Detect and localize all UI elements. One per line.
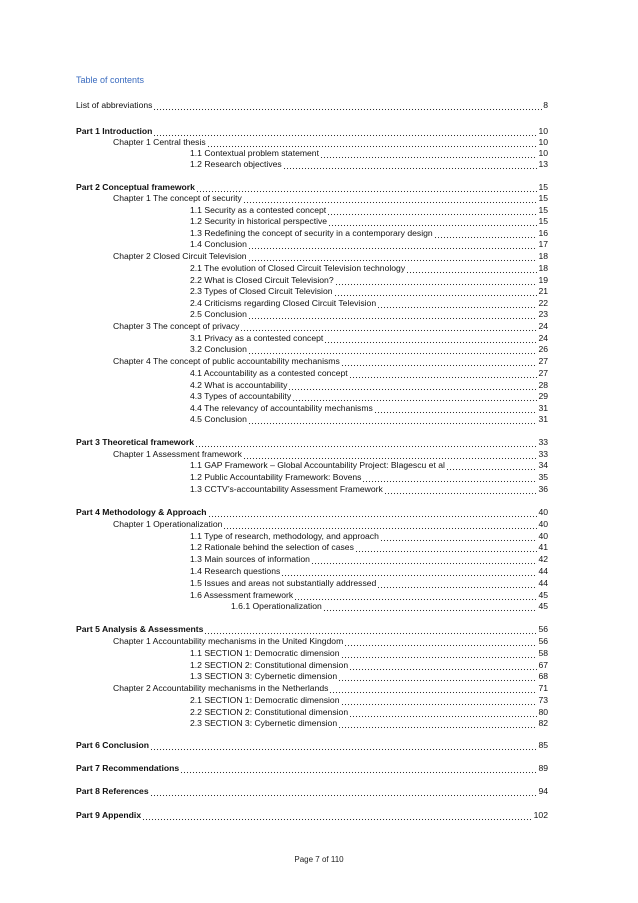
toc-entry-label: Part 1 Introduction xyxy=(76,126,153,136)
dot-leader xyxy=(406,263,537,274)
dot-leader xyxy=(341,648,538,659)
dot-leader xyxy=(243,193,538,204)
toc-entry-label: Chapter 1 The concept of security xyxy=(113,193,242,203)
toc-entry-label: 1.2 Public Accountability Framework: Bovens xyxy=(190,472,362,482)
dot-leader xyxy=(324,333,537,344)
dot-leader xyxy=(180,763,537,774)
toc-entry-page-number: 80 xyxy=(538,707,548,717)
toc-entry-label: 1.1 SECTION 1: Democratic dimension xyxy=(190,648,340,658)
toc-entry-page-number: 10 xyxy=(538,126,548,136)
dot-leader xyxy=(248,251,538,262)
toc-entry-page-number: 34 xyxy=(538,460,548,470)
toc-entry-label: 1.5 Issues and areas not substantially addressed xyxy=(190,578,377,588)
toc-entry[interactable] xyxy=(190,263,548,274)
toc-entry-label: 1.2 Rationale behind the selection of cases xyxy=(190,542,354,552)
toc-entry-label: Part 9 Appendix xyxy=(76,810,142,820)
dot-leader xyxy=(292,391,537,402)
toc-entry-page-number: 71 xyxy=(538,683,548,693)
toc-entry-label: Chapter 4 The concept of public accountability mechanisms xyxy=(113,356,340,366)
toc-entry[interactable] xyxy=(76,740,548,751)
toc-entry[interactable] xyxy=(190,590,548,601)
toc-entry-label: Chapter 1 Operationalization xyxy=(113,519,223,529)
toc-entry-page-number: 40 xyxy=(538,507,548,517)
toc-entry[interactable] xyxy=(190,542,548,553)
dot-leader xyxy=(349,707,537,718)
toc-entry-label: Chapter 3 The concept of privacy xyxy=(113,321,240,331)
toc-entry-page-number: 19 xyxy=(538,275,548,285)
toc-entry[interactable] xyxy=(190,239,548,250)
toc-entry-page-number: 35 xyxy=(538,472,548,482)
toc-entry[interactable] xyxy=(190,344,548,355)
dot-leader xyxy=(329,683,537,694)
toc-entry[interactable] xyxy=(76,507,548,518)
dot-leader xyxy=(327,205,537,216)
toc-entry-page-number: 24 xyxy=(538,333,548,343)
toc-entry-label: 1.3 Main sources of information xyxy=(190,554,310,564)
dot-leader xyxy=(349,660,537,671)
dot-leader xyxy=(338,718,537,729)
dot-leader xyxy=(349,368,538,379)
toc-entry-page-number: 44 xyxy=(538,578,548,588)
toc-entry-page-number: 17 xyxy=(538,239,548,249)
toc-entry-page-number: 8 xyxy=(543,100,548,110)
toc-entry[interactable] xyxy=(113,251,548,262)
toc-entry-page-number: 16 xyxy=(538,228,548,238)
toc-entry[interactable] xyxy=(76,100,548,111)
toc-entry[interactable] xyxy=(113,449,548,460)
dot-leader xyxy=(207,137,538,148)
toc-entry-label: Part 6 Conclusion xyxy=(76,740,150,750)
toc-entry-label: 1.6 Assessment framework xyxy=(190,590,294,600)
toc-entry-label: 4.1 Accountability as a contested concept xyxy=(190,368,348,378)
dot-leader xyxy=(338,671,537,682)
toc-entry-page-number: 21 xyxy=(538,286,548,296)
toc-entry[interactable] xyxy=(113,683,548,694)
dot-leader xyxy=(311,554,538,565)
toc-entry[interactable] xyxy=(190,368,548,379)
dot-leader xyxy=(341,356,538,367)
toc-entry-label: Chapter 2 Accountability mechanisms in the Netherlands xyxy=(113,683,329,693)
toc-entry-label: 3.1 Privacy as a contested concept xyxy=(190,333,324,343)
toc-entry[interactable] xyxy=(190,216,548,227)
dot-leader xyxy=(446,460,538,471)
toc-entry[interactable] xyxy=(113,636,548,647)
toc-entry[interactable] xyxy=(76,786,548,797)
toc-entry-page-number: 85 xyxy=(538,740,548,750)
toc-entry-label: 1.1 Contextual problem statement xyxy=(190,148,319,158)
toc-entry[interactable] xyxy=(190,472,548,483)
dot-leader xyxy=(362,472,537,483)
toc-entry[interactable] xyxy=(190,484,548,495)
toc-entry-page-number: 18 xyxy=(538,251,548,261)
toc-entry-page-number: 15 xyxy=(538,193,548,203)
toc-entry[interactable] xyxy=(76,437,548,448)
toc-entry-label: Part 8 References xyxy=(76,786,149,796)
toc-entry[interactable] xyxy=(190,205,548,216)
toc-entry[interactable] xyxy=(190,460,548,471)
toc-entry-page-number: 58 xyxy=(538,648,548,658)
toc-entry[interactable] xyxy=(190,718,548,729)
dot-leader xyxy=(328,216,537,227)
toc-entry-label: 2.2 SECTION 2: Constitutional dimension xyxy=(190,707,349,717)
toc-entry-label: 1.4 Conclusion xyxy=(190,239,247,249)
dot-leader xyxy=(341,695,538,706)
toc-entry-label: Chapter 1 Assessment framework xyxy=(113,449,242,459)
toc-entry-page-number: 41 xyxy=(538,542,548,552)
dot-leader xyxy=(374,403,538,414)
toc-entry-page-number: 18 xyxy=(538,263,548,273)
toc-entry-page-number: 22 xyxy=(538,298,548,308)
dot-leader xyxy=(153,126,537,137)
toc-entry[interactable] xyxy=(190,391,548,402)
toc-entry[interactable] xyxy=(76,810,548,821)
dot-leader xyxy=(248,239,538,250)
toc-entry-page-number: 94 xyxy=(538,786,548,796)
toc-entry[interactable] xyxy=(190,380,548,391)
toc-entry-page-number: 82 xyxy=(538,718,548,728)
dot-leader xyxy=(320,148,537,159)
toc-entry-page-number: 27 xyxy=(538,356,548,366)
toc-entry[interactable] xyxy=(190,159,548,170)
toc-entry-label: 2.4 Criticisms regarding Closed Circuit Television xyxy=(190,298,377,308)
toc-entry[interactable] xyxy=(190,648,548,659)
toc-entry-page-number: 15 xyxy=(538,216,548,226)
toc-entry[interactable] xyxy=(190,554,548,565)
toc-entry[interactable] xyxy=(190,566,548,577)
dot-leader xyxy=(288,380,537,391)
dot-leader xyxy=(355,542,538,553)
dot-leader xyxy=(334,286,538,297)
toc-entry-page-number: 33 xyxy=(538,437,548,447)
toc-entry-page-number: 45 xyxy=(538,601,548,611)
toc-entry-label: 2.1 The evolution of Closed Circuit Television technology xyxy=(190,263,406,273)
toc-entry-page-number: 36 xyxy=(538,484,548,494)
toc-entry[interactable] xyxy=(190,660,548,671)
toc-entry-page-number: 73 xyxy=(538,695,548,705)
toc-entry-page-number: 10 xyxy=(538,148,548,158)
toc-entry[interactable] xyxy=(113,193,548,204)
toc-entry[interactable] xyxy=(190,403,548,414)
toc-entry-page-number: 10 xyxy=(538,137,548,147)
toc-entry[interactable] xyxy=(113,356,548,367)
toc-entry-label: 4.4 The relevancy of accountability mechanisms xyxy=(190,403,373,413)
toc-entry-page-number: 44 xyxy=(538,566,548,576)
toc-entry-page-number: 56 xyxy=(538,624,548,634)
dot-leader xyxy=(243,449,537,460)
toc-entry-page-number: 23 xyxy=(538,309,548,319)
toc-entry[interactable] xyxy=(190,671,548,682)
toc-title: Table of contents xyxy=(76,75,145,85)
toc-entry[interactable] xyxy=(190,707,548,718)
toc-entry-page-number: 40 xyxy=(538,519,548,529)
dot-leader xyxy=(294,590,537,601)
toc-entry-page-number: 15 xyxy=(538,205,548,215)
toc-entry-label: 4.3 Types of accountability xyxy=(190,391,292,401)
dot-leader xyxy=(150,786,538,797)
toc-entry-label: Part 4 Methodology & Approach xyxy=(76,507,207,517)
toc-entry-page-number: 67 xyxy=(538,660,548,670)
toc-entry-label: 1.2 SECTION 2: Constitutional dimension xyxy=(190,660,349,670)
toc-entry-label: 4.2 What is accountability xyxy=(190,380,288,390)
toc-entry-label: 1.2 Security in historical perspective xyxy=(190,216,328,226)
toc-entry[interactable] xyxy=(76,763,548,774)
dot-leader xyxy=(380,531,538,542)
dot-leader xyxy=(434,228,538,239)
toc-entry-label: Chapter 1 Central thesis xyxy=(113,137,206,147)
dot-leader xyxy=(150,740,537,751)
toc-entry-page-number: 102 xyxy=(533,810,548,820)
toc-entry-page-number: 27 xyxy=(538,368,548,378)
toc-entry[interactable] xyxy=(190,531,548,542)
dot-leader xyxy=(204,624,537,635)
toc-entry-label: 4.5 Conclusion xyxy=(190,414,247,424)
dot-leader xyxy=(196,182,538,193)
toc-entry-page-number: 13 xyxy=(538,159,548,169)
dot-leader xyxy=(248,344,538,355)
toc-entry-label: Part 5 Analysis & Assessments xyxy=(76,624,204,634)
dot-leader xyxy=(153,100,542,111)
dot-leader xyxy=(323,601,538,612)
toc-entry[interactable] xyxy=(231,601,548,612)
toc-entry[interactable] xyxy=(190,578,548,589)
toc-entry-page-number: 31 xyxy=(538,414,548,424)
toc-entry[interactable] xyxy=(190,275,548,286)
toc-entry[interactable] xyxy=(190,695,548,706)
toc-entry-page-number: 56 xyxy=(538,636,548,646)
dot-leader xyxy=(248,414,538,425)
toc-entry[interactable] xyxy=(190,333,548,344)
toc-entry-label: 1.1 GAP Framework – Global Accountability Project: Blagescu et al xyxy=(190,460,445,470)
toc-entry-label: Part 3 Theoretical framework xyxy=(76,437,194,447)
toc-entry-label: Part 7 Recommendations xyxy=(76,763,180,773)
toc-entry[interactable] xyxy=(113,519,548,530)
toc-entry-label: 1.4 Research questions xyxy=(190,566,281,576)
dot-leader xyxy=(195,437,537,448)
toc-entry[interactable] xyxy=(190,286,548,297)
toc-entry-page-number: 33 xyxy=(538,449,548,459)
toc-entry[interactable] xyxy=(190,298,548,309)
toc-entry-label: 2.3 SECTION 3: Cybernetic dimension xyxy=(190,718,338,728)
toc-entry-page-number: 45 xyxy=(538,590,548,600)
dot-leader xyxy=(377,298,537,309)
toc-entry[interactable] xyxy=(76,624,548,635)
toc-entry[interactable] xyxy=(190,309,548,320)
toc-entry-label: 1.6.1 Operationalization xyxy=(231,601,322,611)
dot-leader xyxy=(281,566,537,577)
toc-entry[interactable] xyxy=(190,414,548,425)
toc-entry-label: 1.2 Research objectives xyxy=(190,159,282,169)
toc-entry-label: List of abbreviations xyxy=(76,100,153,110)
toc-entry-page-number: 89 xyxy=(538,763,548,773)
toc-entry-page-number: 26 xyxy=(538,344,548,354)
toc-entry-page-number: 24 xyxy=(538,321,548,331)
toc-entry-page-number: 31 xyxy=(538,403,548,413)
toc-entry-label: 2.1 SECTION 1: Democratic dimension xyxy=(190,695,340,705)
toc-entry-page-number: 42 xyxy=(538,554,548,564)
toc-entry-label: 3.2 Conclusion xyxy=(190,344,247,354)
toc-entry[interactable] xyxy=(190,148,548,159)
toc-entry-page-number: 29 xyxy=(538,391,548,401)
dot-leader xyxy=(283,159,538,170)
toc-entry-page-number: 40 xyxy=(538,531,548,541)
toc-entry-label: 2.2 What is Closed Circuit Television? xyxy=(190,275,334,285)
toc-entry[interactable] xyxy=(76,126,548,137)
toc-entry[interactable] xyxy=(190,228,548,239)
dot-leader xyxy=(208,507,538,518)
toc-entry-label: 1.1 Type of research, methodology, and approach xyxy=(190,531,379,541)
dot-leader xyxy=(248,309,538,320)
toc-entry-label: 2.3 Types of Closed Circuit Television xyxy=(190,286,333,296)
toc-entry-label: 1.1 Security as a contested concept xyxy=(190,205,327,215)
toc-entry-label: 1.3 SECTION 3: Cybernetic dimension xyxy=(190,671,338,681)
toc-entry-label: Part 2 Conceptual framework xyxy=(76,182,195,192)
dot-leader xyxy=(142,810,533,821)
page-footer: Page 7 of 110 xyxy=(294,855,344,864)
toc-entry-page-number: 15 xyxy=(538,182,548,192)
toc-entry-label: Chapter 1 Accountability mechanisms in the United Kingdom xyxy=(113,636,344,646)
dot-leader xyxy=(384,484,538,495)
toc-entry-label: 2.5 Conclusion xyxy=(190,309,247,319)
toc-entry-page-number: 68 xyxy=(538,671,548,681)
dot-leader xyxy=(335,275,538,286)
dot-leader xyxy=(223,519,537,530)
toc-entry[interactable] xyxy=(76,182,548,193)
toc-entry-label: Chapter 2 Closed Circuit Television xyxy=(113,251,247,261)
toc-entry-label: 1.3 Redefining the concept of security in a contemporary design xyxy=(190,228,433,238)
dot-leader xyxy=(377,578,537,589)
toc-entry[interactable] xyxy=(113,137,548,148)
toc-entry-label: 1.3 CCTV’s-accountability Assessment Framework xyxy=(190,484,383,494)
dot-leader xyxy=(240,321,537,332)
toc-entry[interactable] xyxy=(113,321,548,332)
toc-entry-page-number: 28 xyxy=(538,380,548,390)
dot-leader xyxy=(344,636,537,647)
